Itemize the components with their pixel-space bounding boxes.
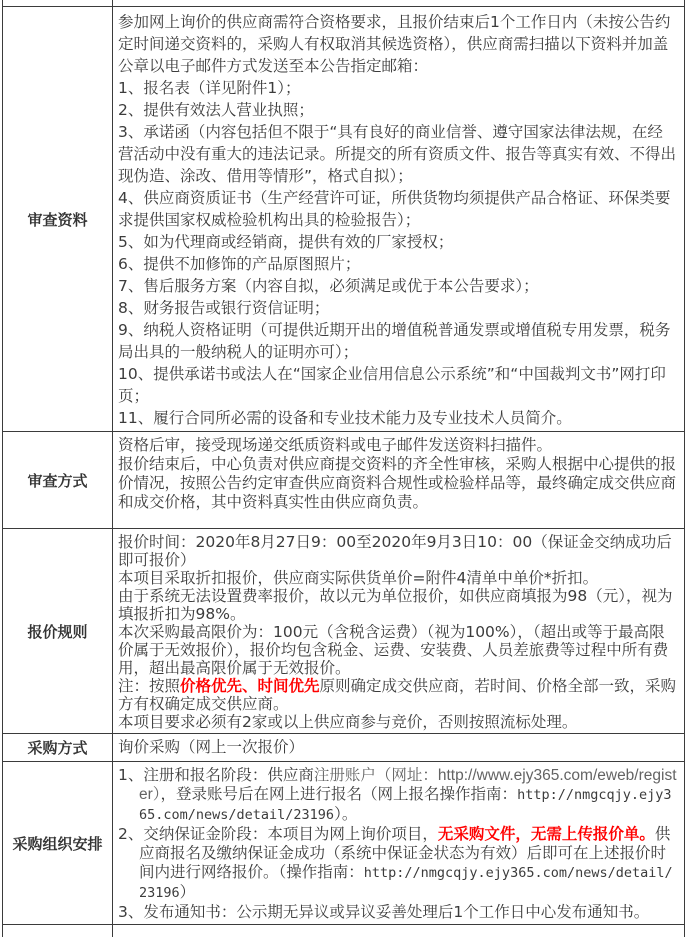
text-segment: 3、承诺函（内容包括但不限于“具有良好的商业信誉、遵守国家法律法规，在经营活动中没有重大的违法记录。所提交的所有资质文件、报告等真实有效、不得出现伪造、涂改、借用等情形”，格式自拟）； bbox=[118, 123, 676, 185]
text-segment: ）。 bbox=[334, 805, 357, 823]
text-segment: 本次采购最高限价为：100元（含税含运费）（视为100%），（超出或等于最高限价属于无效报价），报价均包含税金、运费、安装费、人员差旅费等过程中所有费用，超出最高限价属于无效报价。 bbox=[118, 623, 668, 677]
text-segment: 本项目要求必须有2家或以上供应商参与竞价，否则按照流标处理。 bbox=[118, 713, 577, 731]
row-header-cell: 审查资料 bbox=[3, 7, 113, 432]
row-content-cell bbox=[113, 529, 685, 734]
paragraph bbox=[118, 766, 677, 825]
row-content-cell bbox=[113, 7, 685, 432]
text-segment: 1、注册和报名阶段：供应商 bbox=[118, 766, 314, 784]
text-segment: 参加网上询价的供应商需符合资格要求，且报价结束后1个工作日内（未按公告约定时间递交资料的，采购人有权取消其候选资格），供应商需扫描以下资料并加盖公章以电子邮件方式发送至本公告指定邮箱： bbox=[118, 13, 670, 75]
text-segment: 本项目采取折扣报价，供应商实际供货单价=附件4清单中单价*折扣。 bbox=[118, 569, 598, 587]
text-segment: 原则确定成交供应商，若时间、价格全部一致，采购方有权确定成交供应商。 bbox=[118, 677, 676, 713]
text-segment: 10、提供承诺书或法人在“国家企业信用信息公示系统”和“中国裁判文书”网打印页； bbox=[118, 365, 666, 405]
text-segment: 3、发布通知书：公示期无异议或异议妥善处理后1个工作日中心发布通知书。 bbox=[118, 903, 649, 921]
paragraph bbox=[118, 623, 677, 677]
row-content-cell bbox=[113, 762, 685, 925]
paragraph bbox=[118, 319, 677, 363]
text-segment: 1、报名表（详见附件1）； bbox=[118, 79, 300, 97]
paragraph bbox=[118, 713, 677, 731]
procurement-notice-table bbox=[2, 0, 685, 937]
row-content-cell bbox=[113, 734, 685, 762]
text-segment: 9、纳税人资格证明（可提供近期开出的增值税普通发票或增值税专用发票，税务局出具的一般纳税人的证明亦可）； bbox=[118, 321, 670, 361]
text-segment: 11、履行合同所必需的设备和专业技术能力及专业技术人员简介。 bbox=[118, 409, 572, 427]
text-segment: ，登录账号后在网上进行报名（网上报名操作指南： bbox=[161, 785, 518, 803]
text-segment: 报价结束后，中心负责对供应商提交资料的齐全性审核，采购人根据中心提供的报价情况，按照公告约定审查供应商资料合规性或检验样品等，最终确定成交供应商和成交价格，其中资料真实性由供应商负责。 bbox=[118, 455, 676, 511]
cell-text-block bbox=[113, 7, 684, 431]
paragraph bbox=[118, 407, 677, 429]
cell-text-block bbox=[113, 734, 684, 759]
table-row bbox=[3, 7, 685, 432]
text-segment: 8、财务报告或银行资信证明； bbox=[118, 299, 329, 317]
paragraph bbox=[118, 275, 677, 297]
text-segment: 4、供应商资质证书（生产经营许可证，所供货物均须提供产品合格证、环保类要求提供国家权威检验机构出具的检验报告）； bbox=[118, 189, 670, 229]
table-row-partial-bottom bbox=[3, 925, 685, 937]
text-segment: 7、售后服务方案（内容自拟，必须满足或优于本公告要求）； bbox=[118, 277, 539, 295]
paragraph bbox=[118, 99, 677, 121]
cell-text-block bbox=[113, 432, 684, 514]
text-segment: 2、提供有效法人营业执照； bbox=[118, 101, 314, 119]
spacer-cell bbox=[3, 925, 113, 937]
table-row bbox=[3, 734, 685, 762]
text-segment: 资格后审，接受现场递交纸质资料或电子邮件发送资料扫描件。 bbox=[118, 436, 552, 454]
table-body bbox=[3, 0, 685, 937]
paragraph bbox=[118, 253, 677, 275]
paragraph bbox=[118, 231, 677, 253]
paragraph bbox=[118, 587, 677, 623]
text-segment: 注：按照 bbox=[118, 677, 180, 695]
paragraph bbox=[118, 187, 677, 231]
paragraph bbox=[118, 825, 677, 903]
paragraph bbox=[118, 297, 677, 319]
text-segment: ） bbox=[180, 883, 196, 901]
cell-text-block bbox=[113, 762, 684, 924]
url-text: http://nmgcqjy.ejy365.com/news/detail/23196 bbox=[139, 787, 672, 823]
row-content-cell bbox=[113, 432, 685, 529]
table-row bbox=[3, 432, 685, 529]
paragraph bbox=[118, 569, 677, 587]
paragraph bbox=[118, 11, 677, 77]
paragraph bbox=[118, 903, 677, 922]
cell-text-block bbox=[113, 529, 684, 733]
text-segment: 2、交纳保证金阶段：本项目为网上询价项目， bbox=[118, 825, 438, 843]
paragraph bbox=[118, 738, 677, 757]
text-segment: 报价时间：2020年8月27日9：00至2020年9月3日10：00（保证金交纳成功后即可报价） bbox=[118, 533, 672, 569]
paragraph bbox=[118, 436, 677, 455]
url-reference-text: 注册账户（网址：http://www.ejy365.com/eweb/register） bbox=[139, 767, 677, 803]
row-header-cell: 采购组织安排 bbox=[3, 762, 113, 925]
text-segment: 5、如为代理商或经销商，提供有效的厂家授权； bbox=[118, 233, 453, 251]
row-header-cell: 报价规则 bbox=[3, 529, 113, 734]
paragraph bbox=[118, 121, 677, 187]
table-row bbox=[3, 762, 685, 925]
text-segment: 询价采购（网上一次报价） bbox=[118, 738, 304, 756]
paragraph bbox=[118, 363, 677, 407]
red-emphasis-text: 无采购文件，无需上传报价单。 bbox=[438, 825, 655, 843]
url-text: http://nmgcqjy.ejy365.com/news/detail/23196 bbox=[139, 865, 673, 901]
text-segment: 6、提供不加修饰的产品原图照片； bbox=[118, 255, 360, 273]
text-segment: 供应商报名及缴纳保证金成功（系统中保证金状态为有效）后即可在上述报价时间内进行网络报价。（操作指南： bbox=[139, 825, 670, 881]
text-segment: 由于系统无法设置费率报价，故以元为单位报价，如供应商填报为98（元），视为填报折扣为98%。 bbox=[118, 587, 672, 623]
row-header-cell: 审查方式 bbox=[3, 432, 113, 529]
paragraph bbox=[118, 455, 677, 512]
paragraph bbox=[118, 533, 677, 569]
red-emphasis-text: 价格优先、时间优先 bbox=[180, 677, 320, 695]
paragraph bbox=[118, 677, 677, 713]
paragraph bbox=[118, 77, 677, 99]
row-header-cell: 采购方式 bbox=[3, 734, 113, 762]
table-row bbox=[3, 529, 685, 734]
spacer-cell bbox=[113, 925, 685, 937]
